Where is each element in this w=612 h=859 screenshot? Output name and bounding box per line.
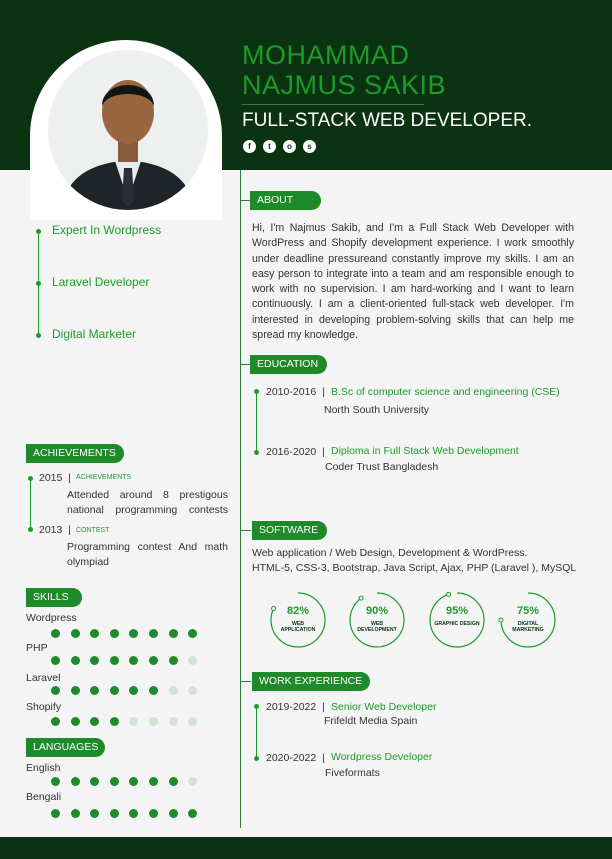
gauge-graphic-design <box>427 590 487 650</box>
work-company: Fiveformats <box>325 767 380 779</box>
rating-dot-filled <box>169 777 178 786</box>
achievement-desc: Programming contest And math olympiad <box>67 541 228 568</box>
rating-dot-empty <box>188 686 197 695</box>
skill-name: Laravel <box>26 672 61 684</box>
achievement-year: 2013 | <box>39 524 71 536</box>
rating-dot-filled <box>110 717 119 726</box>
highlight-dot <box>36 229 41 234</box>
footer-band <box>0 837 612 859</box>
education-timeline <box>256 392 257 453</box>
rating-dot-filled <box>90 686 99 695</box>
gauge-percent: 75% <box>516 605 540 617</box>
software-line-2: HTML-5, CSS-3, Bootstrap, Java Script, Ajax, PHP (Laravel ), MySQL <box>252 562 577 574</box>
rating-dot-filled <box>90 656 99 665</box>
highlight-marketing: Digital Marketer <box>52 327 137 341</box>
highlight-laravel: Laravel Developer <box>52 275 150 289</box>
timeline-dot <box>28 527 33 532</box>
rating-dot-filled <box>110 629 119 638</box>
edu-degree: B.Sc of computer science and engineering (CSE) <box>331 386 560 398</box>
skill-rating <box>51 629 197 638</box>
rating-dot-filled <box>71 777 80 786</box>
social-links <box>243 140 316 153</box>
rating-dot-filled <box>51 777 60 786</box>
work-years: 2020-2022 | <box>266 752 325 764</box>
achievement-year: 2015 | <box>39 472 71 484</box>
achievement-label: ACHIEVEMENTS <box>76 474 132 481</box>
rating-dot-filled <box>110 656 119 665</box>
rating-dot-filled <box>149 686 158 695</box>
gauge-handle <box>499 618 503 622</box>
rating-dot-filled <box>110 686 119 695</box>
rating-dot-filled <box>129 656 138 665</box>
rating-dot-filled <box>149 777 158 786</box>
edu-years: 2010-2016 | <box>266 386 325 398</box>
language-name: English <box>26 762 61 774</box>
gauge-ring <box>498 590 558 650</box>
gauge-arc <box>430 593 484 647</box>
rating-dot-empty <box>188 717 197 726</box>
timeline-dot <box>28 476 33 481</box>
gauge-percent: 90% <box>365 605 389 617</box>
work-heading: WORK EXPERIENCE <box>252 672 370 691</box>
rating-dot-filled <box>129 686 138 695</box>
rating-dot-filled <box>51 809 60 818</box>
rating-dot-filled <box>129 777 138 786</box>
skill-name: Shopify <box>26 701 62 713</box>
skill-rating <box>51 686 197 695</box>
gauge-percent: 95% <box>445 605 469 617</box>
rating-dot-filled <box>149 656 158 665</box>
rating-dot-empty <box>188 777 197 786</box>
languages-heading: LANGUAGES <box>26 738 105 757</box>
rating-dot-filled <box>90 809 99 818</box>
rating-dot-empty <box>188 656 197 665</box>
rating-dot-empty <box>169 717 178 726</box>
facebook-icon[interactable]: f <box>243 140 256 153</box>
first-name: MOHAMMAD <box>242 40 410 70</box>
rating-dot-filled <box>169 656 178 665</box>
software-line-1: Web application / Web Design, Development & WordPress. <box>252 547 528 559</box>
job-title: FULL-STACK WEB DEVELOPER. <box>242 110 532 131</box>
rating-dot-filled <box>188 809 197 818</box>
achievements-timeline <box>30 479 31 530</box>
gauge-ring <box>427 590 487 650</box>
candidate-name <box>242 40 446 100</box>
gauge-handle <box>447 592 451 596</box>
gauge-arc <box>501 593 555 647</box>
rating-dot-filled <box>90 777 99 786</box>
gauge-arc <box>271 593 325 647</box>
rating-dot-filled <box>149 809 158 818</box>
rating-dot-filled <box>169 809 178 818</box>
skill-rating <box>51 656 197 665</box>
work-role: Wordpress Developer <box>331 751 433 763</box>
section-tick <box>241 530 251 531</box>
gauge-web-development <box>347 590 407 650</box>
education-heading: EDUCATION <box>250 355 327 374</box>
language-rating <box>51 777 197 786</box>
achievement-label: CONTEST <box>76 527 110 534</box>
rating-dot-filled <box>129 629 138 638</box>
center-divider <box>240 170 241 828</box>
about-heading: ABOUT <box>250 191 321 210</box>
work-years: 2019-2022 | <box>266 701 325 713</box>
work-company: Frifeldt Media Spain <box>324 715 418 727</box>
timeline-dot <box>254 704 259 709</box>
name-divider <box>242 104 424 105</box>
achievements-heading: ACHIEVEMENTS <box>26 444 124 463</box>
gauge-handle <box>359 596 363 600</box>
highlight-dot <box>36 333 41 338</box>
section-tick <box>241 681 251 682</box>
rating-dot-empty <box>129 717 138 726</box>
gauge-digital-marketing <box>498 590 558 650</box>
highlight-wordpress: Expert In Wordpress <box>52 223 162 237</box>
rating-dot-filled <box>129 809 138 818</box>
work-role: Senior Web Developer <box>331 701 437 713</box>
timeline-dot <box>254 389 259 394</box>
timeline-dot <box>254 450 259 455</box>
rating-dot-filled <box>149 629 158 638</box>
rating-dot-filled <box>51 629 60 638</box>
gauge-web-application <box>268 590 328 650</box>
achievement-desc: Attended around 8 prestigous national programming contests <box>67 489 228 516</box>
rating-dot-filled <box>71 629 80 638</box>
rating-dot-filled <box>169 629 178 638</box>
gauge-ring <box>268 590 328 650</box>
gauge-ring <box>347 590 407 650</box>
highlight-dot <box>36 281 41 286</box>
skype-icon[interactable]: s <box>303 140 316 153</box>
profile-photo <box>48 50 208 210</box>
rating-dot-filled <box>71 717 80 726</box>
software-heading: SOFTWARE <box>252 521 327 540</box>
skills-heading: SKILLS <box>26 588 82 607</box>
skill-name: Wordpress <box>26 612 77 624</box>
gauge-label: WEB APPLICATION <box>280 621 316 633</box>
about-text: Hi, I'm Najmus Sakib, and I'm a Full Stack Web Developer with WordPress and Shopify development experience. I work smoothly under deadline pressureand constantly improve my skills. I am an easy person to integrate into a team and am responsible enough to work with no supervision. I am hard-working and I want to learn continuously. I am a client-oriented full-stack web developer. I'm interested in developing problem-solving skills that can help me spread my knowledge. <box>252 222 574 342</box>
rating-dot-filled <box>188 629 197 638</box>
gauge-arc <box>350 593 404 647</box>
rating-dot-filled <box>51 686 60 695</box>
gauge-label: DIGITAL MARKETING <box>512 621 544 633</box>
twitter-icon[interactable]: t <box>263 140 276 153</box>
gauge-label: GRAPHIC DESIGN <box>434 621 480 627</box>
rating-dot-filled <box>110 809 119 818</box>
instagram-icon[interactable]: o <box>283 140 296 153</box>
edu-institution: Coder Trust Bangladesh <box>325 461 439 473</box>
rating-dot-filled <box>51 656 60 665</box>
rating-dot-filled <box>90 717 99 726</box>
rating-dot-empty <box>169 686 178 695</box>
language-name: Bengali <box>26 791 62 803</box>
edu-institution: North South University <box>324 404 430 416</box>
gauge-percent: 82% <box>286 605 310 617</box>
language-rating <box>51 809 197 818</box>
skill-name: PHP <box>26 642 48 654</box>
skill-rating <box>51 717 197 726</box>
edu-degree: Diploma in Full Stack Web Development <box>331 445 519 457</box>
rating-dot-filled <box>71 809 80 818</box>
timeline-dot <box>254 756 259 761</box>
rating-dot-filled <box>90 629 99 638</box>
last-name: NAJMUS SAKIB <box>242 70 447 100</box>
rating-dot-filled <box>51 717 60 726</box>
rating-dot-filled <box>110 777 119 786</box>
rating-dot-filled <box>71 656 80 665</box>
work-timeline <box>256 707 257 759</box>
rating-dot-filled <box>71 686 80 695</box>
rating-dot-empty <box>149 717 158 726</box>
gauge-label: WEB DEVELOPMENT <box>357 621 397 633</box>
edu-years: 2016-2020 | <box>266 446 325 458</box>
